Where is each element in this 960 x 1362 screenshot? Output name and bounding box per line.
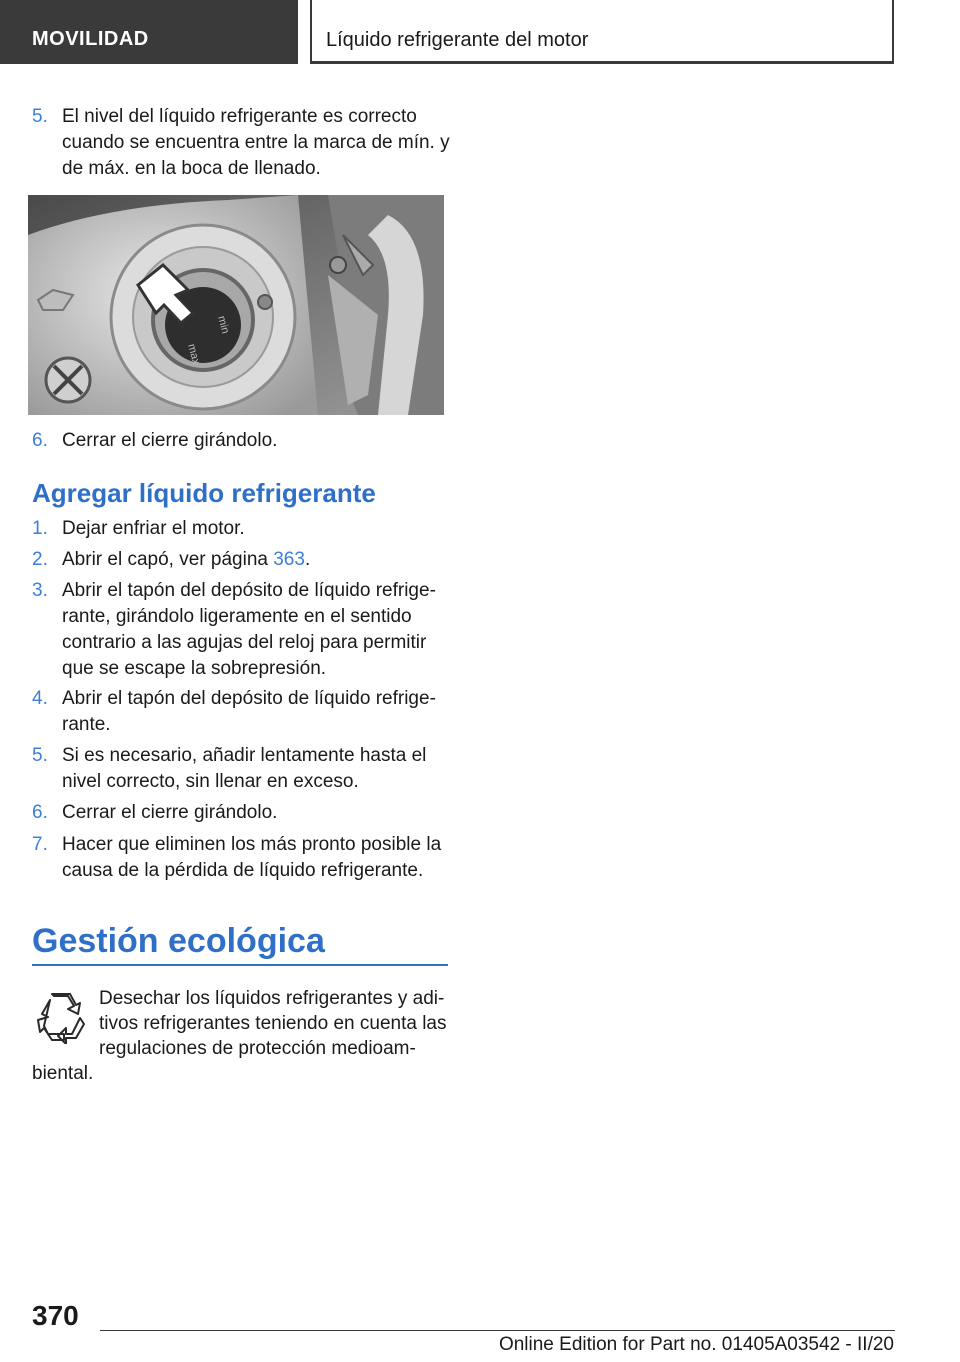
step-line: Cerrar el cierre girándolo.	[62, 802, 278, 823]
step-line: Abrir el capó, ver página	[62, 549, 274, 570]
step-line: causa de la pérdida de líquido refrigerante.	[62, 860, 424, 881]
step-line: cuando se encuentra entre la marca de mín. y	[62, 132, 450, 153]
step-number: 6.	[32, 802, 48, 823]
coolant-reservoir-illustration	[28, 195, 444, 415]
step-number: 3.	[32, 580, 48, 601]
step-number: 1.	[32, 518, 48, 539]
header-topic-label: Líquido refrigerante del motor	[326, 29, 589, 51]
cap-label-max: max	[185, 342, 203, 366]
step-text	[62, 516, 450, 542]
step-number: 6.	[32, 430, 48, 451]
header-section-tab	[0, 0, 298, 64]
header-topic-box	[310, 0, 894, 64]
step-line: que se escape la sobrepresión.	[62, 658, 327, 679]
header-section-label: MOVILIDAD	[32, 28, 149, 50]
step-text	[62, 743, 450, 795]
step-line: rante, girándolo ligeramente en el sentido	[62, 606, 412, 627]
step-line: El nivel del líquido refrigerante es correcto	[62, 106, 417, 127]
footer-edition-text: Online Edition for Part no. 01405A03542 - II/20	[498, 1334, 894, 1355]
step-text	[62, 428, 450, 454]
step-line: nivel correcto, sin llenar en exceso.	[62, 771, 359, 792]
step-number: 2.	[32, 549, 48, 570]
eco-line: regulaciones de protección medioam‐	[99, 1038, 416, 1059]
step-number: 4.	[32, 688, 48, 709]
step-line: Si es necesario, añadir lentamente hasta el	[62, 745, 427, 766]
cap-label-min: min	[215, 314, 232, 335]
step-text	[62, 104, 450, 182]
page-ref-link[interactable]: 363	[273, 549, 305, 570]
step-line: Cerrar el cierre girándolo.	[62, 430, 278, 451]
page-number: 370	[32, 1300, 79, 1331]
eco-line: biental.	[32, 1063, 94, 1084]
step-line: Dejar enfriar el motor.	[62, 518, 245, 539]
step-line: Abrir el tapón del depósito de líquido refrige‐	[62, 580, 436, 601]
step-line: Abrir el tapón del depósito de líquido refrige‐	[62, 688, 436, 709]
step-text	[62, 686, 450, 738]
step-punct: .	[304, 549, 311, 570]
section-heading-add-coolant: Agregar líquido refrigerante	[32, 478, 376, 508]
step-line: rante.	[62, 714, 111, 735]
section-heading-eco: Gestión ecológica	[32, 918, 448, 966]
step-line: de máx. en la boca de llenado.	[62, 158, 321, 179]
footer-divider	[100, 1330, 895, 1331]
eco-line: Desechar los líquidos refrigerantes y adi‐	[99, 988, 445, 1009]
step-text	[62, 800, 450, 826]
step-text	[62, 547, 450, 573]
step-text	[62, 578, 450, 682]
coolant-filler-photo	[28, 195, 444, 415]
step-line: contrario a las agujas del reloj para permitir	[62, 632, 427, 653]
step-number: 5.	[32, 745, 48, 766]
step-number: 7.	[32, 834, 48, 855]
eco-paragraph	[32, 986, 448, 1086]
step-text	[62, 832, 450, 884]
step-number: 5.	[32, 106, 48, 127]
eco-line: tivos refrigerantes teniendo en cuenta las	[99, 1013, 447, 1034]
step-line: Hacer que eliminen los más pronto posible la	[62, 834, 442, 855]
